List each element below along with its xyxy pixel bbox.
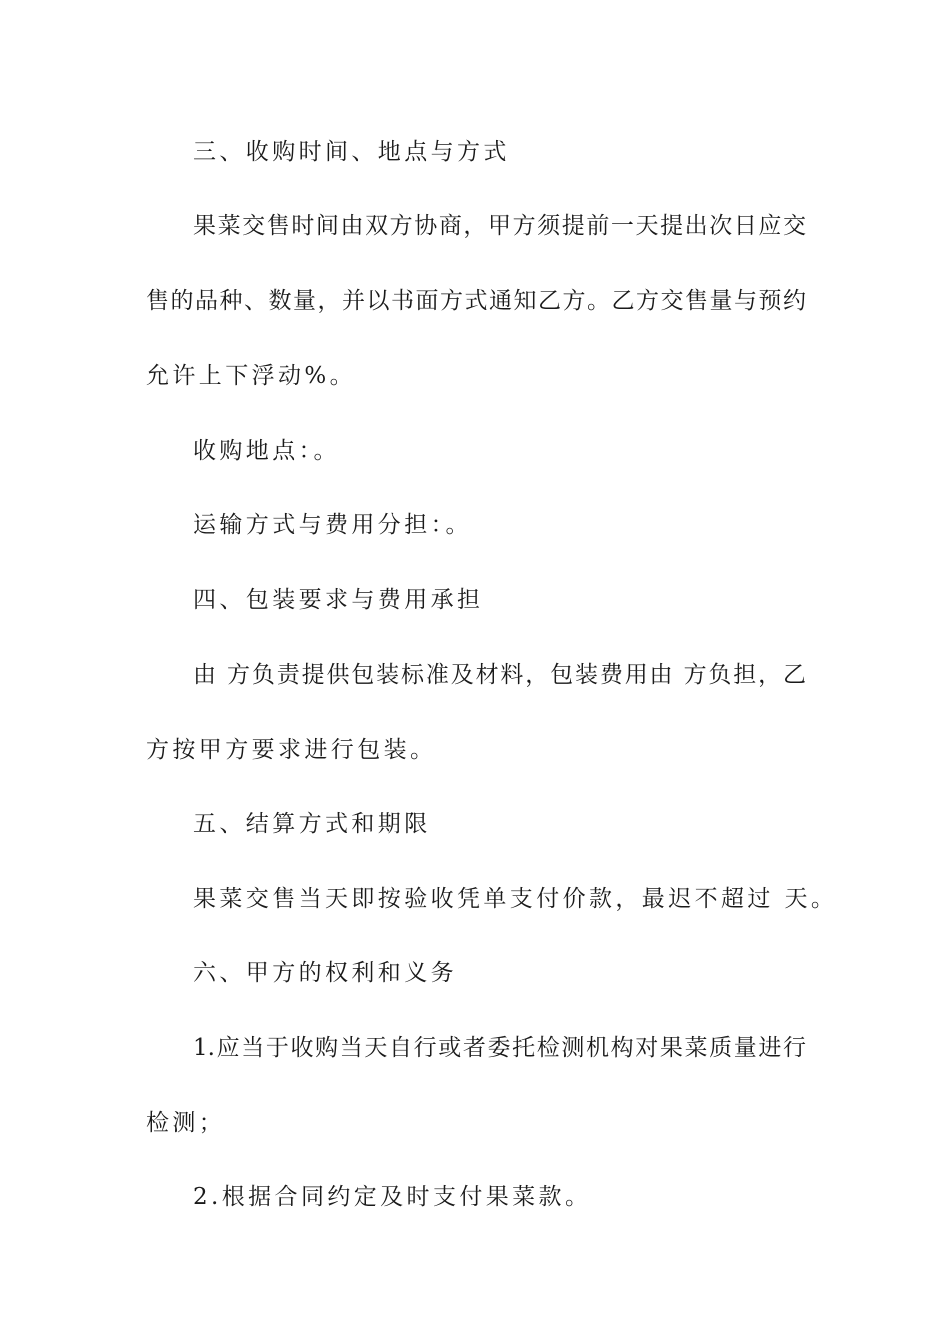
list-item-line: 1.应当于收购当天自行或者委托检测机构对果菜质量进行	[193, 1035, 806, 1061]
paragraph-line: 果菜交售时间由双方协商，甲方须提前一天提出次日应交	[193, 213, 806, 239]
list-item-line: 2.根据合同约定及时支付果菜款。	[193, 1184, 592, 1210]
paragraph-line: 方按甲方要求进行包装。	[146, 737, 437, 763]
section-heading-4: 四、包装要求与费用承担	[193, 587, 484, 613]
paragraph-line: 果菜交售当天即按验收凭单支付价款，最迟不超过 天。	[193, 886, 838, 912]
section-heading-6: 六、甲方的权利和义务	[193, 960, 457, 986]
paragraph-line: 运输方式与费用分担：。	[193, 512, 472, 538]
paragraph-line: 由 方负责提供包装标准及材料，包装费用由 方负担，乙	[193, 662, 806, 688]
paragraph-line: 收购地点：。	[193, 438, 340, 464]
list-item-line: 检测；	[146, 1110, 226, 1136]
paragraph-line: 售的品种、数量，并以书面方式通知乙方。乙方交售量与预约	[146, 288, 806, 314]
section-heading-5: 五、结算方式和期限	[193, 811, 431, 837]
section-heading-3: 三、收购时间、地点与方式	[193, 139, 510, 165]
paragraph-line: 允许上下浮动%。	[146, 363, 357, 389]
